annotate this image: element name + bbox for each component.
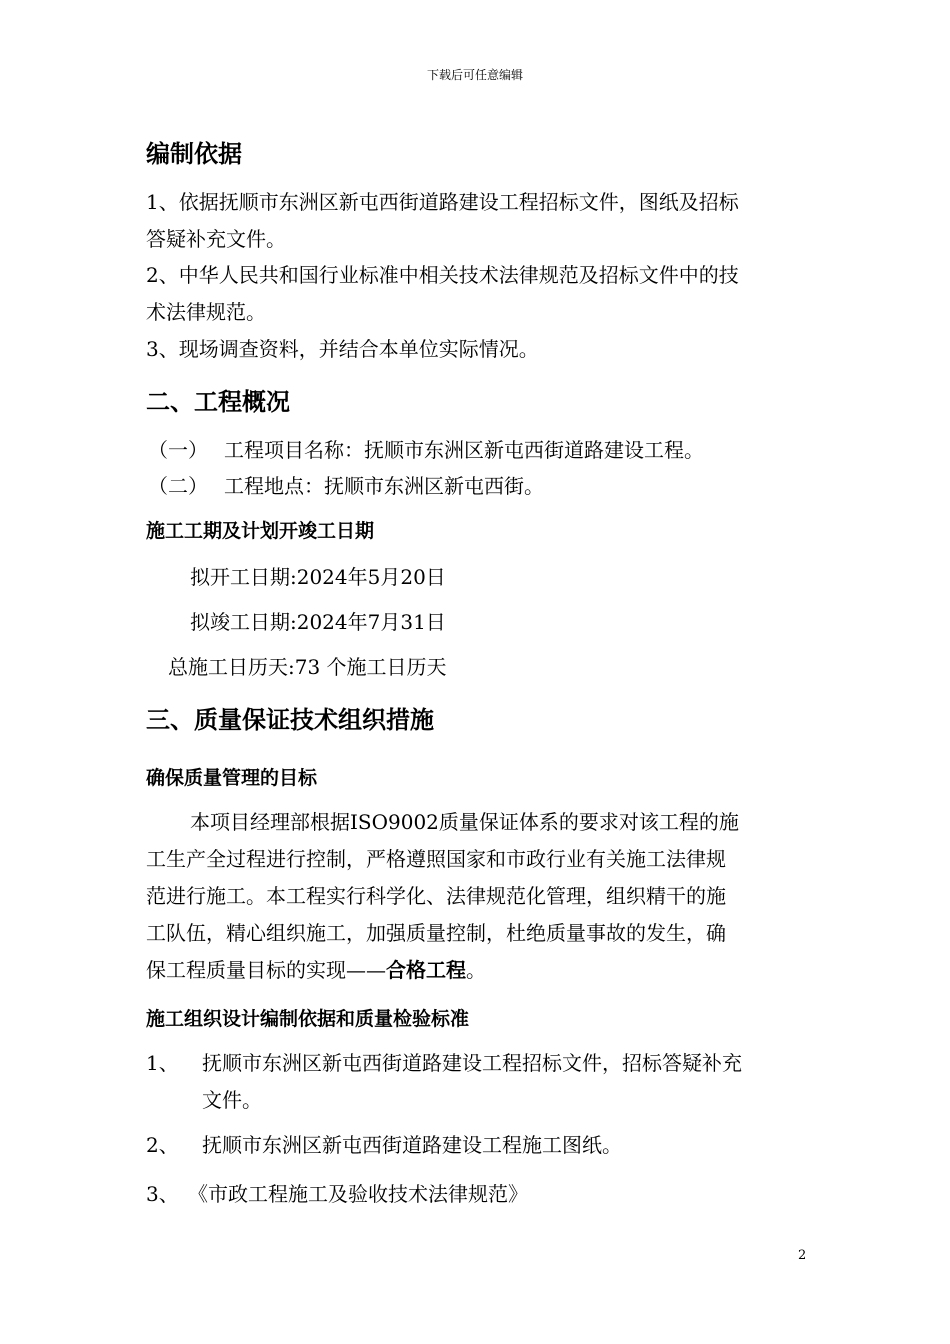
- section-title-quality: 三、质量保证技术组织措施: [146, 706, 434, 734]
- std-item-3-num: 3、: [146, 1182, 179, 1206]
- quality-goal-line-5: [146, 954, 486, 983]
- overview-item-1-num: （一）: [148, 438, 208, 462]
- basis-item-2-line2: 术法律规范。: [146, 300, 266, 324]
- std-item-2-line1: 抚顺市东洲区新屯西街道路建设工程施工图纸。: [202, 1133, 622, 1157]
- quality-goal-line-4: 工队伍，精心组织施工，加强质量控制，杜绝质量事故的发生，确: [146, 921, 726, 945]
- quality-goal-line-1: 本项目经理部根据ISO9002质量保证体系的要求对该工程的施: [190, 810, 739, 834]
- quality-goal-line-3: 范进行施工。本工程实行科学化、法律规范化管理，组织精干的施: [146, 884, 726, 908]
- overview-item-2-text: 工程地点：抚顺市东洲区新屯西街。: [224, 474, 544, 498]
- section-title-schedule: 施工工期及计划开竣工日期: [146, 520, 375, 542]
- overview-item-1-text: 工程项目名称：抚顺市东洲区新屯西街道路建设工程。: [224, 438, 704, 462]
- page-number: 2: [798, 1248, 807, 1263]
- quality-goal-target: 合格工程: [386, 958, 466, 982]
- std-item-1-num: 1、: [146, 1051, 179, 1075]
- page-header: 下载后可任意编辑: [426, 68, 523, 82]
- section-title-overview: 二、工程概况: [146, 388, 290, 416]
- basis-item-1-line2: 答疑补充文件。: [146, 227, 286, 251]
- schedule-start: 拟开工日期:2024年5月20日: [190, 565, 446, 589]
- quality-goal-last-prefix: 保工程质量目标的实现——: [146, 958, 386, 982]
- quality-standards-title: 施工组织设计编制依据和质量检验标准: [146, 1008, 470, 1030]
- std-item-2-num: 2、: [146, 1133, 179, 1157]
- basis-item-3: 3、现场调查资料，并结合本单位实际情况。: [146, 337, 539, 361]
- schedule-total: 总施工日历天:73 个施工日历天: [168, 655, 447, 679]
- quality-goal-title: 确保质量管理的目标: [146, 767, 318, 789]
- quality-goal-line-2: 工生产全过程进行控制，严格遵照国家和市政行业有关施工法律规: [146, 847, 726, 871]
- overview-item-2-num: （二）: [148, 474, 208, 498]
- std-item-1-line1: 抚顺市东洲区新屯西街道路建设工程招标文件，招标答疑补充: [202, 1051, 742, 1075]
- std-item-3-line1: 《市政工程施工及验收技术法律规范》: [188, 1182, 528, 1206]
- basis-item-1-line1: 1、依据抚顺市东洲区新屯西街道路建设工程招标文件，图纸及招标: [146, 190, 739, 214]
- std-item-1-line2: 文件。: [202, 1088, 262, 1112]
- basis-item-2-line1: 2、中华人民共和国行业标准中相关技术法律规范及招标文件中的技: [146, 263, 739, 287]
- quality-goal-last-suffix: 。: [466, 958, 486, 982]
- schedule-end: 拟竣工日期:2024年7月31日: [190, 610, 446, 634]
- section-title-basis: 编制依据: [146, 140, 242, 168]
